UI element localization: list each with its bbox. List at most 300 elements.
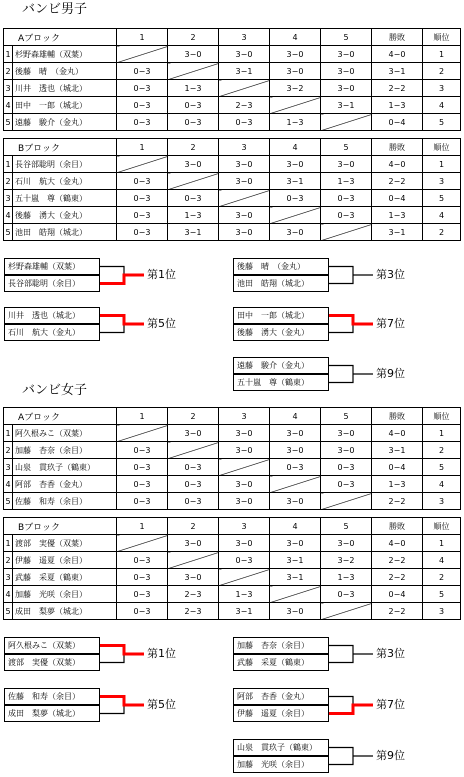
column-header: 2	[168, 518, 219, 535]
winner-bracket-line	[100, 275, 144, 284]
score-cell: 3−1	[270, 569, 321, 586]
score-cell: 0−3	[321, 476, 372, 493]
score-cell: 0−3	[321, 459, 372, 476]
score-cell: 3−0	[270, 442, 321, 459]
table-row	[4, 493, 461, 510]
score-cell: 3−0	[219, 476, 270, 493]
bracket-lines	[100, 307, 144, 341]
player-box: 山泉 貫玖子（鶴東）	[233, 739, 329, 756]
score-cell: 0−3	[168, 493, 219, 510]
column-header: 順位	[423, 408, 461, 425]
bracket-lines	[329, 357, 373, 391]
score-cell: 3−0	[321, 80, 372, 97]
score-cell: 3−0	[168, 425, 219, 442]
winner-bracket-line	[329, 316, 373, 325]
player-box: 後藤 晴 （金丸）	[233, 258, 329, 275]
table-row	[4, 63, 461, 80]
player-box: 五十嵐 尊（鶴東）	[233, 374, 329, 391]
table-row	[4, 552, 461, 569]
player-box: 佐藤 和寿（余目）	[4, 688, 100, 705]
table-row	[4, 224, 461, 241]
column-header: 2	[168, 29, 219, 46]
bracket-line	[329, 646, 353, 655]
placement-label: 第3位	[376, 647, 405, 660]
placement-label: 第1位	[147, 647, 176, 660]
table-row	[4, 569, 461, 586]
record-cell: 1−3	[372, 476, 423, 493]
score-cell: 3−0	[219, 425, 270, 442]
column-header: 勝敗	[372, 518, 423, 535]
score-cell: 0−3	[168, 114, 219, 131]
player-name: 池田 皓翔（城北）	[13, 224, 117, 241]
boys-block-a-table	[3, 28, 461, 131]
player-number: 1	[4, 425, 13, 442]
player-box: 阿部 杏香（金丸）	[233, 688, 329, 705]
score-cell: 3−0	[219, 173, 270, 190]
score-cell: 3−0	[219, 535, 270, 552]
self-match-cell	[219, 190, 270, 207]
score-cell: 0−3	[117, 586, 168, 603]
bracket-line	[100, 267, 124, 276]
bracket-lines	[329, 739, 373, 773]
player-box: 川井 透也（城北）	[4, 307, 100, 324]
bracket-line	[100, 324, 124, 333]
score-cell: 0−3	[168, 459, 219, 476]
score-cell: 3−0	[321, 156, 372, 173]
record-cell: 0−4	[372, 586, 423, 603]
table-row	[4, 535, 461, 552]
bracket-lines	[329, 637, 373, 671]
rank-cell: 4	[423, 97, 461, 114]
record-cell: 1−3	[372, 97, 423, 114]
record-cell: 2−2	[372, 173, 423, 190]
score-cell: 3−0	[270, 156, 321, 173]
placement-label: 第5位	[147, 317, 176, 330]
column-header: 3	[219, 408, 270, 425]
score-cell: 0−3	[270, 190, 321, 207]
score-cell: 3−0	[321, 425, 372, 442]
self-match-cell	[168, 552, 219, 569]
girls-block-a-table	[3, 407, 461, 510]
placement-label: 第5位	[147, 698, 176, 711]
table-row	[4, 442, 461, 459]
score-cell: 3−1	[168, 224, 219, 241]
column-header: 順位	[423, 29, 461, 46]
placement-label: 第1位	[147, 268, 176, 281]
record-cell: 0−4	[372, 459, 423, 476]
score-cell: 0−3	[117, 459, 168, 476]
score-cell: 3−1	[219, 603, 270, 620]
player-number: 3	[4, 459, 13, 476]
self-match-cell	[117, 425, 168, 442]
score-cell: 0−3	[117, 63, 168, 80]
score-cell: 1−3	[219, 586, 270, 603]
bracket-line	[329, 756, 353, 765]
self-match-cell	[270, 476, 321, 493]
score-cell: 3−0	[270, 46, 321, 63]
score-cell: 0−3	[321, 586, 372, 603]
player-box: 長谷部聡明（余目）	[4, 275, 100, 292]
record-cell: 2−2	[372, 569, 423, 586]
record-cell: 3−1	[372, 63, 423, 80]
score-cell: 1−3	[321, 569, 372, 586]
self-match-cell	[270, 586, 321, 603]
winner-bracket-line	[329, 705, 373, 714]
header-row	[4, 29, 461, 46]
player-box: 後藤 湧大（金丸）	[233, 324, 329, 341]
player-box: 石川 航大（金丸）	[4, 324, 100, 341]
column-header: 4	[270, 29, 321, 46]
self-match-cell	[168, 173, 219, 190]
bracket-lines	[100, 688, 144, 722]
column-header: 勝敗	[372, 139, 423, 156]
player-name: 加藤 光咲（余目）	[13, 586, 117, 603]
player-name: 五十嵐 尊（鶴東）	[13, 190, 117, 207]
player-name: 渡部 実優（双葉）	[13, 535, 117, 552]
player-box: 遠藤 駿介（金丸）	[233, 357, 329, 374]
record-cell: 4−0	[372, 46, 423, 63]
player-box: 武藤 采夏（鶴東）	[233, 654, 329, 671]
bracket-line	[329, 748, 353, 757]
bracket-line	[100, 705, 124, 714]
player-name: 後藤 晴 （金丸）	[13, 63, 117, 80]
column-header: 3	[219, 139, 270, 156]
block-label: Bブロック	[4, 518, 117, 535]
score-cell: 0−3	[117, 173, 168, 190]
rank-cell: 5	[423, 190, 461, 207]
record-cell: 2−2	[372, 552, 423, 569]
bracket-lines	[100, 258, 144, 292]
table-row	[4, 190, 461, 207]
score-cell: 0−3	[117, 569, 168, 586]
boys-section-title: バンビ男子	[22, 2, 88, 17]
column-header: 4	[270, 139, 321, 156]
score-cell: 3−0	[168, 535, 219, 552]
placement-label: 第9位	[376, 367, 405, 380]
table-row	[4, 603, 461, 620]
player-name: 杉野森雄輔（双葉）	[13, 46, 117, 63]
player-name: 加藤 杏奈（余目）	[13, 442, 117, 459]
placement-label: 第7位	[376, 317, 405, 330]
record-cell: 3−1	[372, 442, 423, 459]
player-number: 5	[4, 224, 13, 241]
rank-cell: 5	[423, 586, 461, 603]
score-cell: 3−0	[219, 156, 270, 173]
player-box: 阿久根みこ（双葉）	[4, 637, 100, 654]
player-name: 武藤 采夏（鶴東）	[13, 569, 117, 586]
player-number: 1	[4, 156, 13, 173]
player-box: 杉野森雄輔（双葉）	[4, 258, 100, 275]
score-cell: 0−3	[117, 603, 168, 620]
score-cell: 2−3	[168, 603, 219, 620]
player-number: 5	[4, 114, 13, 131]
bracket-lines	[100, 637, 144, 671]
score-cell: 0−3	[117, 552, 168, 569]
player-number: 5	[4, 603, 13, 620]
self-match-cell	[117, 156, 168, 173]
player-number: 5	[4, 493, 13, 510]
score-cell: 1−3	[321, 173, 372, 190]
player-name: 阿久根みこ（双葉）	[13, 425, 117, 442]
player-box: 加藤 杏奈（余目）	[233, 637, 329, 654]
score-cell: 0−3	[117, 190, 168, 207]
player-name: 阿部 杏香（金丸）	[13, 476, 117, 493]
self-match-cell	[117, 535, 168, 552]
record-cell: 4−0	[372, 425, 423, 442]
header-row	[4, 139, 461, 156]
column-header: 2	[168, 139, 219, 156]
score-cell: 0−3	[117, 97, 168, 114]
player-name: 後藤 湧大（金丸）	[13, 207, 117, 224]
score-cell: 0−3	[219, 114, 270, 131]
header-row	[4, 518, 461, 535]
score-cell: 3−0	[270, 425, 321, 442]
rank-cell: 1	[423, 156, 461, 173]
score-cell: 3−0	[270, 603, 321, 620]
score-cell: 0−3	[117, 493, 168, 510]
score-cell: 0−3	[117, 442, 168, 459]
record-cell: 3−1	[372, 224, 423, 241]
column-header: 4	[270, 518, 321, 535]
column-header: 1	[117, 139, 168, 156]
table-row	[4, 425, 461, 442]
score-cell: 3−0	[219, 46, 270, 63]
self-match-cell	[270, 207, 321, 224]
record-cell: 2−2	[372, 493, 423, 510]
score-cell: 3−0	[321, 46, 372, 63]
rank-cell: 2	[423, 442, 461, 459]
rank-cell: 3	[423, 80, 461, 97]
table-row	[4, 156, 461, 173]
bracket-line	[329, 275, 353, 284]
winner-bracket-line	[100, 316, 144, 325]
score-cell: 3−1	[321, 97, 372, 114]
player-name: 遠藤 駿介（金丸）	[13, 114, 117, 131]
bracket-lines	[329, 258, 373, 292]
column-header: 3	[219, 518, 270, 535]
score-cell: 3−0	[270, 224, 321, 241]
player-name: 伊藤 遥夏（余目）	[13, 552, 117, 569]
table-row	[4, 173, 461, 190]
block-label: Bブロック	[4, 139, 117, 156]
score-cell: 3−0	[168, 569, 219, 586]
placement-label: 第9位	[376, 749, 405, 762]
table-row	[4, 476, 461, 493]
self-match-cell	[168, 63, 219, 80]
table-row	[4, 46, 461, 63]
player-name: 田中 一郎（城北）	[13, 97, 117, 114]
player-box: 渡部 実優（双葉）	[4, 654, 100, 671]
self-match-cell	[321, 603, 372, 620]
player-name: 成田 梨夢（城北）	[13, 603, 117, 620]
placement-label: 第3位	[376, 268, 405, 281]
player-name: 長谷部聡明（余目）	[13, 156, 117, 173]
player-number: 4	[4, 97, 13, 114]
column-header: 順位	[423, 139, 461, 156]
self-match-cell	[270, 97, 321, 114]
score-cell: 3−0	[321, 535, 372, 552]
rank-cell: 2	[423, 224, 461, 241]
score-cell: 0−3	[168, 190, 219, 207]
player-name: 石川 航大（金丸）	[13, 173, 117, 190]
rank-cell: 3	[423, 493, 461, 510]
bracket-line	[329, 366, 353, 375]
score-cell: 0−3	[321, 190, 372, 207]
score-cell: 3−1	[270, 173, 321, 190]
bracket-line	[329, 267, 353, 276]
column-header: 1	[117, 29, 168, 46]
player-number: 3	[4, 190, 13, 207]
score-cell: 2−3	[219, 97, 270, 114]
score-cell: 0−3	[117, 207, 168, 224]
player-number: 1	[4, 46, 13, 63]
column-header: 順位	[423, 518, 461, 535]
score-cell: 3−0	[219, 442, 270, 459]
column-header: 5	[321, 408, 372, 425]
column-header: 1	[117, 408, 168, 425]
placement-label: 第7位	[376, 698, 405, 711]
self-match-cell	[321, 224, 372, 241]
table-row	[4, 114, 461, 131]
column-header: 勝敗	[372, 408, 423, 425]
block-label: Aブロック	[4, 408, 117, 425]
player-box: 伊藤 遥夏（余目）	[233, 705, 329, 722]
player-box: 田中 一郎（城北）	[233, 307, 329, 324]
table-row	[4, 97, 461, 114]
player-number: 2	[4, 63, 13, 80]
score-cell: 3−0	[270, 493, 321, 510]
rank-cell: 3	[423, 173, 461, 190]
player-name: 佐藤 和寿（余目）	[13, 493, 117, 510]
player-number: 2	[4, 442, 13, 459]
record-cell: 0−4	[372, 114, 423, 131]
bracket-lines	[329, 307, 373, 341]
score-cell: 3−1	[270, 552, 321, 569]
rank-cell: 4	[423, 552, 461, 569]
column-header: 3	[219, 29, 270, 46]
player-number: 3	[4, 80, 13, 97]
score-cell: 3−0	[270, 63, 321, 80]
record-cell: 4−0	[372, 535, 423, 552]
rank-cell: 4	[423, 207, 461, 224]
player-name: 川井 透也（城北）	[13, 80, 117, 97]
column-header: 5	[321, 518, 372, 535]
score-cell: 0−3	[219, 552, 270, 569]
self-match-cell	[321, 114, 372, 131]
score-cell: 0−3	[117, 114, 168, 131]
player-box: 加藤 光咲（余目）	[233, 756, 329, 773]
player-number: 1	[4, 535, 13, 552]
player-number: 4	[4, 586, 13, 603]
rank-cell: 1	[423, 46, 461, 63]
rank-cell: 1	[423, 425, 461, 442]
score-cell: 3−0	[219, 207, 270, 224]
score-cell: 3−0	[270, 535, 321, 552]
player-name: 山泉 貫玖子（鶴東）	[13, 459, 117, 476]
rank-cell: 5	[423, 114, 461, 131]
score-cell: 3−0	[219, 224, 270, 241]
score-cell: 2−3	[168, 586, 219, 603]
score-cell: 1−3	[168, 207, 219, 224]
bracket-lines	[329, 688, 373, 722]
record-cell: 2−2	[372, 80, 423, 97]
self-match-cell	[117, 46, 168, 63]
score-cell: 3−2	[270, 80, 321, 97]
player-box: 成田 梨夢（城北）	[4, 705, 100, 722]
score-cell: 3−1	[219, 63, 270, 80]
table-row	[4, 586, 461, 603]
header-row	[4, 408, 461, 425]
self-match-cell	[219, 80, 270, 97]
column-header: 勝敗	[372, 29, 423, 46]
winner-bracket-line	[100, 646, 144, 655]
girls-block-b-table	[3, 517, 461, 620]
score-cell: 0−3	[321, 207, 372, 224]
player-number: 3	[4, 569, 13, 586]
winner-bracket-line	[100, 697, 144, 706]
score-cell: 0−3	[117, 224, 168, 241]
score-cell: 0−3	[117, 80, 168, 97]
score-cell: 0−3	[168, 97, 219, 114]
rank-cell: 1	[423, 535, 461, 552]
bracket-line	[329, 654, 353, 663]
score-cell: 0−3	[168, 476, 219, 493]
score-cell: 0−3	[270, 459, 321, 476]
table-row	[4, 80, 461, 97]
column-header: 5	[321, 139, 372, 156]
score-cell: 3−0	[168, 46, 219, 63]
score-cell: 3−0	[168, 156, 219, 173]
column-header: 2	[168, 408, 219, 425]
self-match-cell	[219, 459, 270, 476]
rank-cell: 2	[423, 63, 461, 80]
block-label: Aブロック	[4, 29, 117, 46]
score-cell: 1−3	[168, 80, 219, 97]
player-number: 4	[4, 207, 13, 224]
record-cell: 0−4	[372, 190, 423, 207]
record-cell: 1−3	[372, 207, 423, 224]
girls-section-title: バンビ女子	[22, 383, 88, 398]
score-cell: 3−0	[321, 63, 372, 80]
bracket-line	[329, 697, 353, 706]
bracket-line	[100, 654, 124, 663]
score-cell: 3−0	[219, 493, 270, 510]
score-cell: 0−3	[117, 476, 168, 493]
bracket-line	[329, 374, 353, 383]
record-cell: 2−2	[372, 603, 423, 620]
bracket-line	[329, 324, 353, 333]
self-match-cell	[168, 442, 219, 459]
player-number: 2	[4, 552, 13, 569]
rank-cell: 3	[423, 603, 461, 620]
score-cell: 3−2	[321, 552, 372, 569]
table-row	[4, 459, 461, 476]
player-box: 池田 皓翔（城北）	[233, 275, 329, 292]
rank-cell: 4	[423, 476, 461, 493]
self-match-cell	[219, 569, 270, 586]
player-number: 2	[4, 173, 13, 190]
column-header: 4	[270, 408, 321, 425]
column-header: 5	[321, 29, 372, 46]
player-number: 4	[4, 476, 13, 493]
boys-block-b-table	[3, 138, 461, 241]
table-row	[4, 207, 461, 224]
score-cell: 3−0	[321, 442, 372, 459]
column-header: 1	[117, 518, 168, 535]
self-match-cell	[321, 493, 372, 510]
score-cell: 1−3	[270, 114, 321, 131]
rank-cell: 5	[423, 459, 461, 476]
